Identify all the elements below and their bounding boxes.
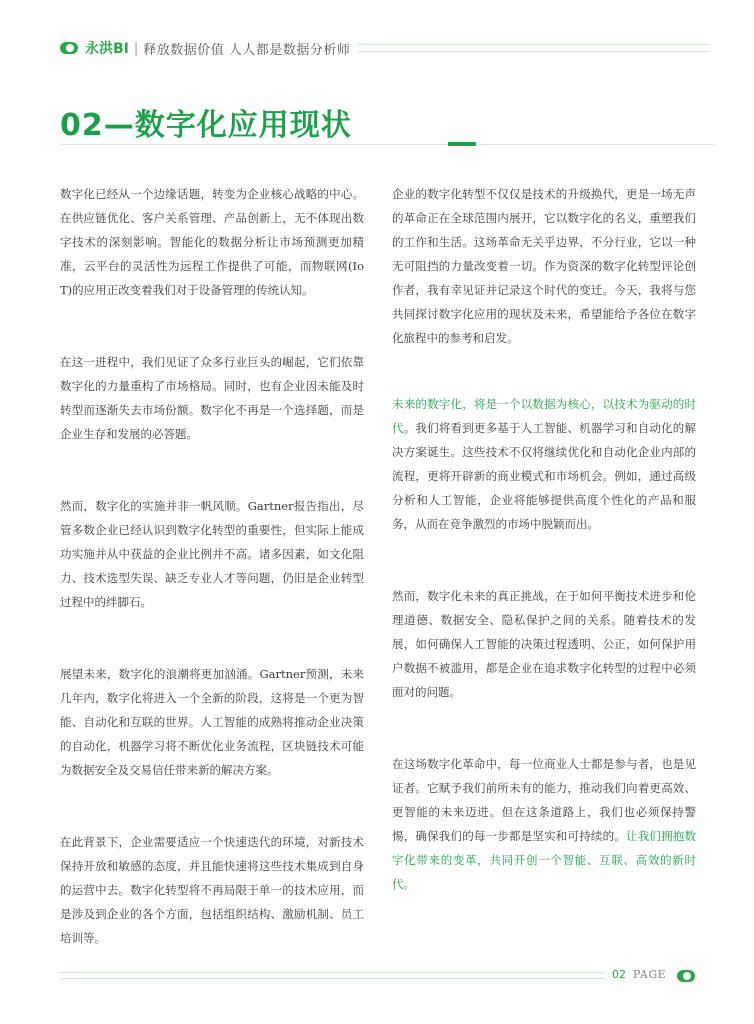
right-paragraph-3: 然而，数字化未来的真正挑战，在于如何平衡技术进步和伦理道德、数据安全、隐私保护之间的关系。随着技术的发展，如何确保人工智能的决策过程透明、公正，如何保护用户数据不被滥用，都是企业在追求数字化转型的过程中必须面对的问题。: [392, 589, 696, 699]
page-header: [60, 36, 710, 60]
footer-logo-icon: [677, 970, 695, 982]
page-title: 02—数字化应用现状: [60, 108, 352, 143]
page-label: PAGE: [633, 968, 667, 981]
left-paragraph-2: 在这一进程中，我们见证了众多行业巨头的崛起，它们依靠数字化的力量重构了市场格局。同时，也有企业因未能及时转型而逐渐失去市场份额。数字化不再是一个选择题，而是企业生存和发展的必答题。: [60, 355, 364, 441]
header-separator: |: [133, 40, 139, 56]
brand-name: 永洪BI: [85, 41, 129, 57]
right-paragraph-2: [392, 392, 696, 536]
left-paragraph-4: 展望未来，数字化的浪潮将更加汹涌。Gartner预测，未来几年内，数字化将进入一个全新的阶段，这将是一个更为智能、自动化和互联的世界。人工智能的成熟将推动企业决策的自动化，机器学习将不断优化业务流程，区块链技术可能为数据安全及交易信任带来新的解决方案。: [60, 667, 364, 777]
right-paragraph-4: [392, 752, 696, 896]
right-column: [392, 182, 696, 896]
title-accent-bar: [448, 142, 476, 146]
brand-logo-icon: [60, 42, 78, 54]
header-divider: [358, 44, 710, 52]
left-paragraph-3: 然而，数字化的实施并非一帆风顺。Gartner报告指出，尽管多数企业已经认识到数字化转型的重要性，但实际上能成功实施并从中获益的企业比例并不高。诸多因素，如文化阻力、技术选型失误、缺乏专业人才等问题，仍旧是企业转型过程中的绊脚石。: [60, 499, 364, 609]
right-paragraph-2-highlight: 未来的数字化，将是一个以数据为核心，以技术为驱动的时代: [392, 397, 696, 435]
left-paragraph-5: 在此背景下，企业需要适应一个快速迭代的环境，对新技术保持开放和敏感的态度，并且能快速将这些技术集成到自身的运营中去。数字化转型将不再局限于单一的技术应用，而是涉及到企业的各个方面，包括组织结构、激励机制、员工培训等。: [60, 835, 364, 945]
right-paragraph-2-rest: 。我们将看到更多基于人工智能、机器学习和自动化的解决方案诞生。这些技术不仅将继续优化和自动化企业内部的流程，更将开辟新的商业模式和市场机会。例如，通过高级分析和人工智能，企业将能够提供高度个性化的产品和服务，从而在竞争激烈的市场中脱颖而出。: [392, 421, 697, 531]
header-slogan: 释放数据价值 人人都是数据分析师: [143, 42, 351, 58]
page-number: 02: [612, 968, 626, 981]
right-paragraph-4-highlight: 让我们拥抱数字化带来的变革，共同开创一个智能、互联、高效的新时代。: [392, 829, 696, 891]
left-column: [60, 182, 364, 950]
left-paragraph-1: 数字化已经从一个边缘话题，转变为企业核心战略的中心。在供应链优化、客户关系管理、产品创新上，无不体现出数字技术的深刻影响。智能化的数据分析让市场预测更加精准，云平台的灵活性为远程工作提供了可能，而物联网(IoT)的应用正改变着我们对于设备管理的传统认知。: [60, 187, 364, 297]
right-paragraph-4-text: 在这场数字化革命中，每一位商业人士都是参与者，也是见证者。它赋予我们前所未有的能力，推动我们向着更高效、更智能的未来迈进。但在这条道路上，我们也必须保持警惕，确保我们的每一步都是坚实和可持续的。: [392, 757, 696, 843]
title-rule: [60, 144, 714, 145]
footer-divider: [60, 972, 605, 979]
right-paragraph-1: 企业的数字化转型不仅仅是技术的升级换代，更是一场无声的革命正在全球范围内展开，它以数字化的名义，重塑我们的工作和生活。这场革命无关乎边界，不分行业，它以一种无可阻挡的力量改变着一切。作为资深的数字化转型评论创作者，我有幸见证并记录这个时代的变迁。今天，我将与您共同探讨数字化应用的现状及未来，希望能给予各位在数字化旅程中的参考和启发。: [392, 187, 696, 345]
